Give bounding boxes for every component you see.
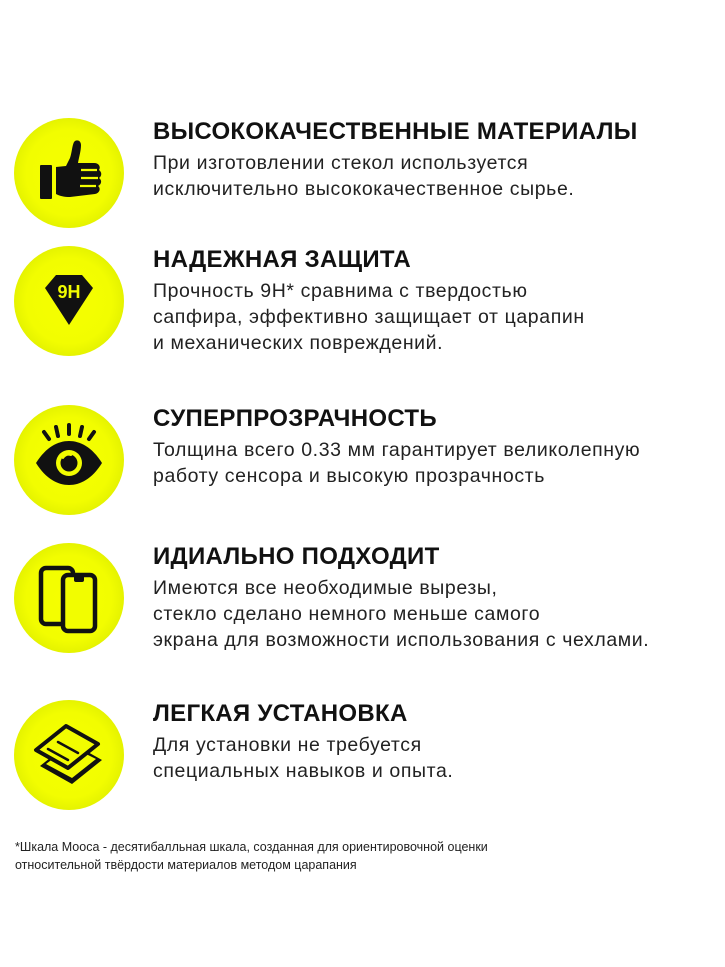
feature-title: ЛЕГКАЯ УСТАНОВКА	[153, 700, 408, 727]
mohs-scale-footnote	[15, 838, 715, 874]
thumbs-up-icon	[14, 118, 124, 228]
feature-description-line: Толщина всего 0.33 мм гарантирует великолепную	[153, 439, 641, 461]
feature-description	[153, 732, 723, 784]
feature-description-line: исключительно высококачественное сырье.	[153, 178, 575, 200]
feature-title: ВЫСОКОКАЧЕСТВЕННЫЕ МАТЕРИАЛЫ	[153, 118, 638, 145]
feature-description	[153, 437, 723, 489]
feature-description-line: Прочность 9H* сравнима с твердостью	[153, 280, 528, 302]
feature-super-transparency	[0, 405, 725, 525]
feature-description-line: работу сенсора и высокую прозрачность	[153, 465, 545, 487]
diamond-9h-icon	[14, 246, 124, 356]
footnote-line: *Шкала Мооса - десятибалльная шкала, созданная для ориентировочной оценки	[15, 840, 488, 854]
feature-icon-circle	[14, 246, 124, 356]
feature-icon-circle	[14, 405, 124, 515]
feature-high-quality-materials	[0, 118, 725, 238]
feature-description-line: Для установки не требуется	[153, 734, 422, 756]
glass-install-icon	[14, 700, 124, 810]
feature-description-line: Имеются все необходимые вырезы,	[153, 577, 498, 599]
feature-title: НАДЕЖНАЯ ЗАЩИТА	[153, 246, 411, 273]
feature-description-line: стекло сделано немного меньше самого	[153, 603, 541, 625]
phones-icon	[14, 543, 124, 653]
feature-perfect-fit	[0, 543, 725, 663]
feature-icon-circle	[14, 543, 124, 653]
eye-icon	[14, 405, 124, 515]
feature-description-line: экрана для возможности использования с чехлами.	[153, 629, 650, 651]
feature-description-line: и механических повреждений.	[153, 332, 444, 354]
feature-icon-circle	[14, 118, 124, 228]
feature-reliable-protection	[0, 246, 725, 366]
footnote-line: относительной твёрдости материалов методом царапания	[15, 858, 357, 872]
feature-icon-circle	[14, 700, 124, 810]
feature-description-line: При изготовлении стекол используется	[153, 152, 529, 174]
diamond-9h-label: 9H	[57, 282, 81, 302]
feature-description-line: специальных навыков и опыта.	[153, 760, 454, 782]
feature-title: ИДИАЛЬНО ПОДХОДИТ	[153, 543, 440, 570]
feature-easy-installation	[0, 700, 725, 820]
feature-title: СУПЕРПРОЗРАЧНОСТЬ	[153, 405, 437, 432]
feature-description-line: сапфира, эффективно защищает от царапин	[153, 306, 585, 328]
feature-description	[153, 278, 723, 356]
feature-description	[153, 575, 723, 653]
feature-description	[153, 150, 723, 202]
